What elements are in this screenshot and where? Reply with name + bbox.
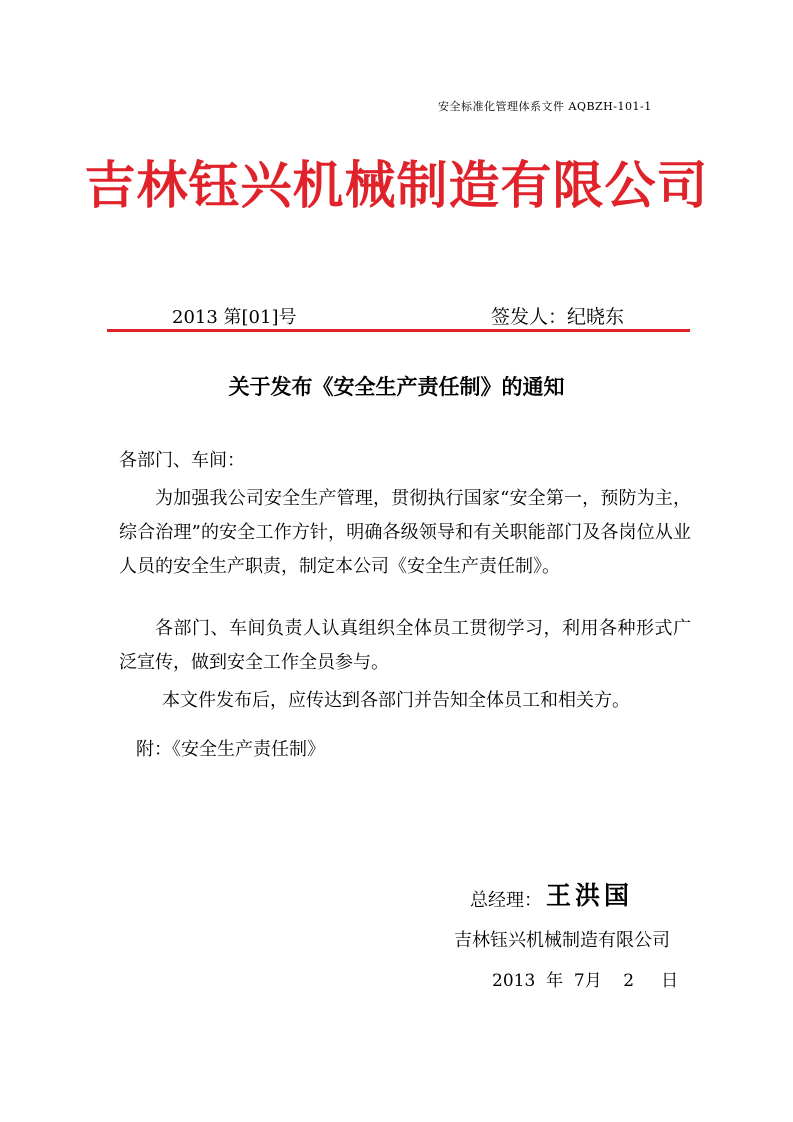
header-divider xyxy=(107,329,690,332)
body-paragraph-1: 为加强我公司安全生产管理，贯彻执行国家“安全第一，预防为主，综合治理”的安全工作方针，明确各级领导和有关职能部门及各岗位从业人员的安全生产职责，制定本公司《安全生产责任制》。 xyxy=(119,488,691,577)
general-manager-label: 总经理： xyxy=(470,890,542,911)
company-letterhead: 吉林钰兴机械制造有限公司 xyxy=(84,157,709,216)
general-manager-signature: 王洪国 xyxy=(546,881,634,910)
attachment-note: 附：《安全生产责任制》 xyxy=(136,739,325,760)
document-number: 2013 第[01]号 xyxy=(172,307,297,328)
body-paragraph-2: 各部门、车间负责人认真组织全体员工贯彻学习，利用各种形式广泛宣传，做到安全工作全员参与。 xyxy=(119,618,691,673)
issue-date: 2013 年 7月 2 日 xyxy=(492,971,679,991)
body-paragraph-3: 本文件发布后，应传达到各部门并告知全体员工和相关方。 xyxy=(162,690,630,711)
issuing-company: 吉林钰兴机械制造有限公司 xyxy=(454,930,670,951)
document-code: 安全标准化管理体系文件 AQBZH-101-1 xyxy=(438,100,652,113)
signer-label: 签发人：纪晓东 xyxy=(491,306,625,328)
notice-title: 关于发布《安全生产责任制》的通知 xyxy=(228,375,565,399)
addressee: 各部门、车间： xyxy=(119,450,245,471)
